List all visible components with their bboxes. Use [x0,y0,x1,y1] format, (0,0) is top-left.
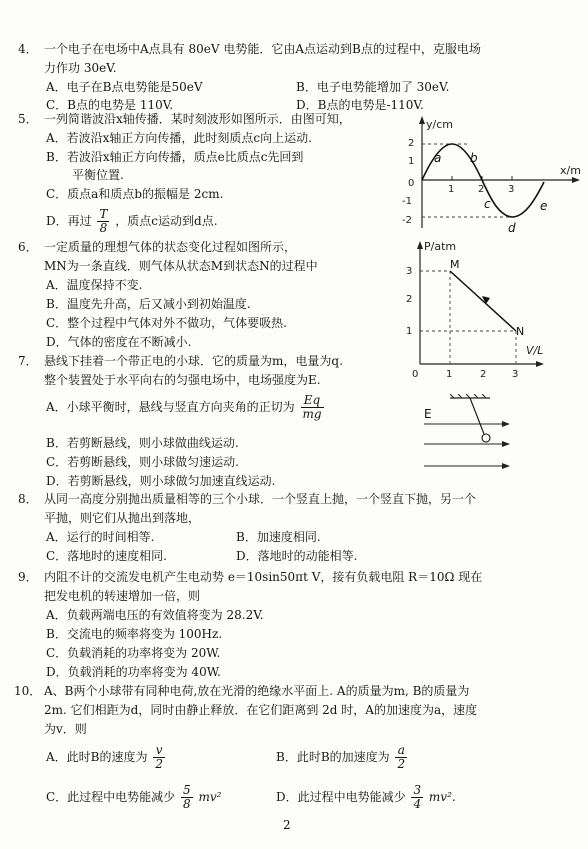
x-tick: 1 [446,369,453,378]
y-tick: 2 [406,294,413,305]
option-d: D．落地时的动能相等. [236,549,358,563]
y-tick: 3 [406,266,413,277]
option-c: C．落地时的速度相同. [46,549,167,563]
point-n-label: N [516,325,525,338]
y-tick: -1 [402,196,412,207]
option-a: A．小球平衡时，悬线与竖直方向夹角的正切为 $\frac{Eq}{mg}$ [46,393,322,421]
option-d: D．再过 $\frac{T}{8}$ ，质点c运动到d点. [46,207,218,235]
option-d: D．若剪断悬线，则小球做匀加速直线运动. [46,474,276,488]
point-m-label: M [450,258,460,271]
x-tick: 2 [478,184,485,195]
option-b: B．交流电的频率将变为 100Hz. [46,627,223,641]
option-a: A．电子在B点电势能是50eV [46,80,203,94]
question-stem: 为v．则 [44,722,87,736]
y-tick: -2 [402,215,412,226]
question-stem: 悬线下挂着一个带正电的小球．它的质量为m，电量为q. [44,354,343,368]
question-stem: 平抛，则它们从抛出到落地， [44,511,201,525]
question-number: 8． [18,492,38,506]
pv-graph [398,236,548,378]
option-b-continued: 平衡位置. [72,168,124,182]
option-d: D．B点的电势是-110V. [296,98,424,112]
question-stem: A、B两个小球带有同种电荷,放在光滑的绝缘水平面上. A的质量为m, B的质量为 [44,684,470,698]
y-tick: 1 [406,326,413,337]
x-tick: 3 [508,184,515,195]
x-tick: 3 [512,369,519,378]
option-a: A．若波沿x轴正方向传播，此时刻质点c向上运动. [46,131,312,145]
wave-graph [400,110,586,235]
fraction: $\frac{a}{2}$ [397,743,406,771]
x-axis-label: V/L [526,344,544,357]
question-stem: 一定质量的理想气体的状态变化过程如图所示， [44,240,297,254]
question-stem: 把发电机的转速增加一倍，则 [44,589,201,603]
option-c: C．整个过程中气体对外不做功，气体要吸热. [46,316,287,330]
option-b: B．此时B的加速度为 $\frac{a}{2}$ [276,743,406,771]
x-axis-label: x/m [560,164,581,177]
option-a: A．负载两端电压的有效值将变为 28.2V. [46,608,264,622]
point-label: a [434,151,442,165]
y-axis-label: P/atm [424,240,457,253]
point-label: b [470,151,478,165]
option-b: B．温度先升高，后又减小到初始温度. [46,297,251,311]
question-number: 10． [14,684,42,698]
fraction: $\frac{3}{4}$ [413,783,422,811]
question-stem: 整个装置处于水平向右的匀强电场中，电场强度为E. [44,373,321,387]
field-figure [418,394,518,476]
point-label: d [508,221,516,235]
option-a: A．此时B的速度为 $\frac{v}{2}$ [46,743,163,771]
y-tick: 0 [408,178,415,189]
question-number: 9． [18,570,38,584]
question-number: 4． [18,42,38,56]
option-b: B．电子电势能增加了 30eV. [296,80,450,94]
option-b: B．若剪断悬线，则小球做曲线运动. [46,436,239,450]
question-number: 6． [18,240,38,254]
fraction: $\frac{v}{2}$ [155,743,163,771]
x-tick: 1 [448,184,455,195]
mn-line [450,271,516,331]
point-label: c [484,197,491,211]
y-axis-label: y/cm [426,118,453,131]
option-c: C．若剪断悬线，则小球做匀速运动. [46,455,239,469]
option-a: A．运行的时间相等. [46,530,155,544]
x-tick: 0 [412,369,419,378]
option-b: B．若波沿x轴正方向传播，质点e比质点c先回到 [46,150,304,164]
option-d: D．负载消耗的功率将变为 40W. [46,665,221,679]
option-d: D．此过程中电势能减少 $\frac{3}{4}$ mv². [276,783,456,811]
question-stem: 内阻不计的交流发电机产生电动势 e＝10sin50πt V，接有负载电阻 R＝10Ω 现在 [44,570,483,584]
option-c: C．负载消耗的功率将变为 20W. [46,646,221,660]
y-tick: 2 [408,138,415,149]
question-stem: 从同一高度分别抛出质量相等的三个小球．一个竖直上抛，一个竖直下抛，另一个 [44,492,477,506]
y-tick: 1 [408,156,415,167]
option-d: D．气体的密度在不断减小. [46,335,192,349]
option-c: C．质点a和质点b的振幅是 2cm. [46,187,224,201]
fraction: $\frac{5}{8}$ [183,783,191,811]
option-c: C．B点的电势是 110V. [46,98,174,112]
suspension-string [470,398,484,434]
question-number: 5． [18,112,38,126]
page-number: 2 [283,818,291,832]
option-b: B．加速度相同. [236,530,321,544]
fraction: $\frac{Eq}{mg}$ [302,393,322,421]
point-label: e [540,199,548,213]
fraction: $\frac{T}{8}$ [99,207,108,235]
question-stem: 一个电子在电场中A点具有 80eV 电势能．它由A点运动到B点的过程中，克服电场 [44,42,481,56]
question-stem: MN为一条直线．则气体从状态M到状态N的过程中 [44,259,318,273]
charged-ball [482,434,490,442]
question-number: 7． [18,354,38,368]
question-stem: 2m. 它们相距为d，同时由静止释放．在它们距离到 2d 时，A的加速度为a，速度 [44,703,478,717]
option-a: A．温度保持不变. [46,278,143,292]
field-label: E [424,407,432,421]
question-stem: 一列简谐波沿x轴传播．某时刻波形如图所示．由图可知， [44,112,351,126]
option-c: C．此过程中电势能减少 $\frac{5}{8}$ mv² [46,783,222,811]
question-stem: 力作功 30eV. [44,61,117,75]
x-tick: 2 [480,369,487,378]
